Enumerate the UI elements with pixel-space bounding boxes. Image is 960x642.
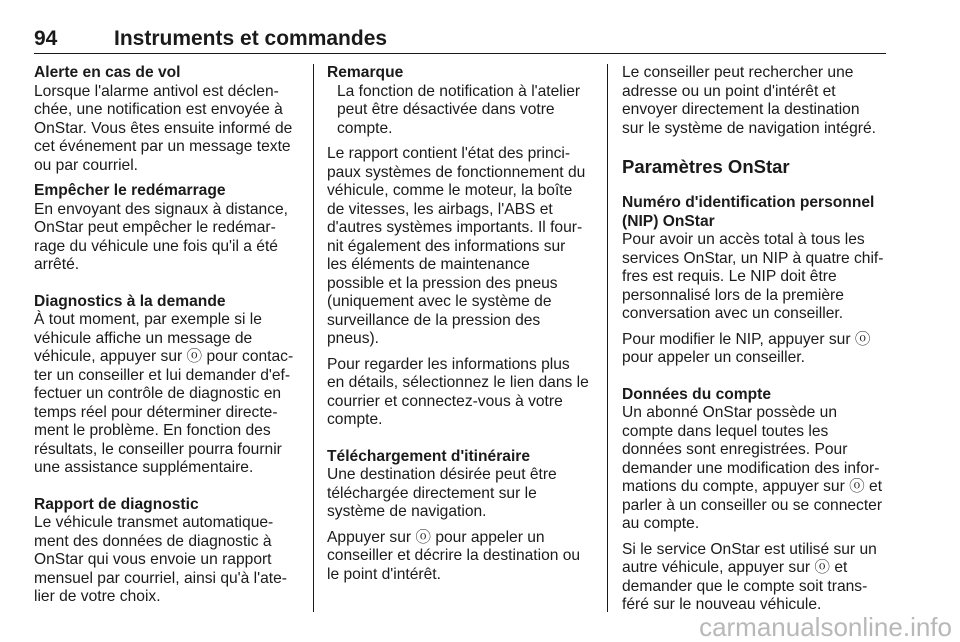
text-line: OnStar peut empêcher le redémar- — [34, 219, 276, 236]
note-body — [327, 83, 593, 139]
text-line: peut être désactivée dans votre — [337, 101, 555, 118]
text-line: autre véhicule, appuyer sur ⓞ et — [622, 559, 848, 576]
text-line: fres est requis. Le NIP doit être — [622, 268, 837, 285]
text-line: demander que le compte soit trans- — [622, 577, 868, 595]
page-title: Instruments et commandes — [114, 27, 388, 50]
text-line: Pour regarder les informations plus — [327, 355, 570, 373]
text-line: arrêté. — [34, 256, 80, 273]
note-title: Remarque — [327, 64, 404, 81]
text-line: téléchargée directement sur le — [327, 484, 537, 502]
paragraph — [327, 356, 593, 430]
text-line: ment des données de diagnostic à — [34, 532, 272, 550]
page-header — [34, 26, 886, 52]
paragraph — [34, 201, 300, 275]
text-line: La fonction de notification à l'atelier — [337, 82, 581, 100]
text-line: les éléments de maintenance — [327, 256, 530, 273]
text-line: véhicule, comme le moteur, la boîte — [327, 182, 573, 199]
text-line: lier de votre choix. — [34, 588, 161, 605]
paragraph — [34, 83, 300, 176]
section-heading: Paramètres OnStar — [622, 156, 790, 177]
column-divider — [607, 64, 608, 612]
text-line: pour appeler un conseiller. — [622, 349, 805, 366]
text-line: en détails, sélectionnez le lien dans le — [327, 374, 589, 391]
text-line: système de navigation. — [327, 503, 487, 520]
text-line: ment le problème. En fonction des — [34, 422, 271, 439]
header-divider — [34, 53, 886, 54]
column-1 — [34, 64, 300, 607]
text-line: d'autres systèmes importants. Il four- — [327, 219, 583, 236]
text-line: une assistance supplémentaire. — [34, 459, 254, 476]
subheading: Empêcher le redémarrage — [34, 182, 226, 199]
text-line: OnStar. Vous êtes ensuite informé de — [34, 119, 293, 137]
text-line: conseiller et décrire la destination ou — [327, 547, 581, 564]
text-line: Le conseiller peut rechercher une — [622, 64, 854, 81]
text-line: temps réel pour déterminer directe- — [34, 403, 278, 421]
text-line: personnalisé lors de la première — [622, 286, 844, 304]
text-line: Pour avoir un accès total à tous les — [622, 231, 865, 248]
paragraph — [327, 145, 593, 349]
text-line: rage du véhicule une fois qu'il a été — [34, 237, 278, 255]
text-line: mensuel par courriel, ainsi qu'à l'ate- — [34, 569, 287, 587]
text-line: Appuyer sur ⓞ pour appeler un — [327, 528, 545, 546]
text-line: paux systèmes de fonctionnement du — [327, 163, 586, 181]
text-line: adresse ou un point d'intérêt et — [622, 82, 836, 100]
subheading: Alerte en cas de vol — [34, 64, 181, 81]
text-line: fectuer un contrôle de diagnostic en — [34, 385, 282, 402]
text-line: mations du compte, appuyer sur ⓞ et — [622, 478, 883, 495]
text-line: compte. — [337, 119, 393, 137]
text-line: OnStar qui vous envoie un rapport — [34, 551, 272, 568]
text-line: Si le service OnStar est utilisé sur un — [622, 540, 877, 558]
text-line: véhicule, appuyer sur ⓞ pour contac- — [34, 348, 294, 365]
text-line: résultats, le conseiller pourra fournir — [34, 440, 282, 458]
text-line: Numéro d'identification personnel — [622, 194, 875, 211]
text-line: possible et la pression des pneus — [327, 274, 558, 292]
text-line: À tout moment, par exemple si le — [34, 311, 262, 328]
text-line: ter un conseiller et lui demander d'ef- — [34, 366, 291, 384]
paragraph — [327, 529, 593, 585]
text-line: Une destination désirée peut être — [327, 466, 557, 483]
text-line: conversation avec un conseiller. — [622, 305, 844, 322]
text-line: données sont enregistrées. Pour — [622, 441, 848, 458]
text-line: au compte. — [622, 515, 700, 532]
paragraph — [34, 311, 300, 478]
text-line: féré sur le nouveau véhicule. — [622, 596, 822, 613]
text-line: sur le système de navigation intégré. — [622, 119, 876, 137]
text-line: cet événement par un message texte — [34, 138, 291, 155]
text-line: pneus). — [327, 330, 380, 347]
text-line: véhicule affiche un message de — [34, 329, 253, 347]
text-line: demander une modification des infor- — [622, 459, 880, 477]
text-line: chée, une notification est envoyée à — [34, 101, 283, 118]
subheading — [622, 194, 888, 231]
text-line: (uniquement avec le système de — [327, 293, 552, 310]
text-line: compte. — [327, 411, 383, 428]
paragraph — [622, 404, 888, 534]
text-line: compte dans lequel toutes les — [622, 422, 829, 440]
text-line: Le rapport contient l'état des princi- — [327, 145, 571, 162]
paragraph — [622, 231, 888, 324]
paragraph — [622, 331, 888, 368]
text-line: de vitesses, les airbags, l'ABS et — [327, 200, 553, 218]
text-line: nit également des informations sur — [327, 237, 566, 255]
column-3 — [622, 64, 888, 615]
text-line: ou par courriel. — [34, 156, 139, 174]
text-line: En envoyant des signaux à distance, — [34, 200, 288, 218]
text-line: courrier et connectez-vous à votre — [327, 392, 563, 410]
text-line: Pour modifier le NIP, appuyer sur ⓞ — [622, 330, 871, 348]
text-line: Un abonné OnStar possède un — [622, 404, 838, 421]
subheading: Diagnostics à la demande — [34, 292, 226, 310]
text-line: Le véhicule transmet automatique- — [34, 514, 274, 531]
text-line: parler à un conseiller ou se connecter — [622, 496, 883, 514]
column-2 — [327, 64, 593, 584]
text-line: surveillance de la pression des — [327, 311, 541, 329]
text-line: le point d'intérêt. — [327, 565, 441, 583]
paragraph — [622, 541, 888, 615]
text-line: (NIP) OnStar — [622, 212, 715, 230]
text-line: services OnStar, un NIP à quatre chif- — [622, 249, 884, 267]
page-number: 94 — [34, 27, 58, 50]
subheading: Données du compte — [622, 385, 772, 403]
text-line: Lorsque l'alarme antivol est déclen- — [34, 82, 279, 100]
paragraph — [327, 466, 593, 522]
subheading: Téléchargement d'itinéraire — [327, 447, 531, 465]
column-divider — [313, 64, 314, 612]
watermark: carmanualsonline.info — [699, 612, 952, 642]
paragraph — [34, 514, 300, 607]
paragraph — [622, 64, 888, 138]
subheading: Rapport de diagnostic — [34, 495, 199, 513]
text-line: envoyer directement la destination — [622, 101, 860, 118]
